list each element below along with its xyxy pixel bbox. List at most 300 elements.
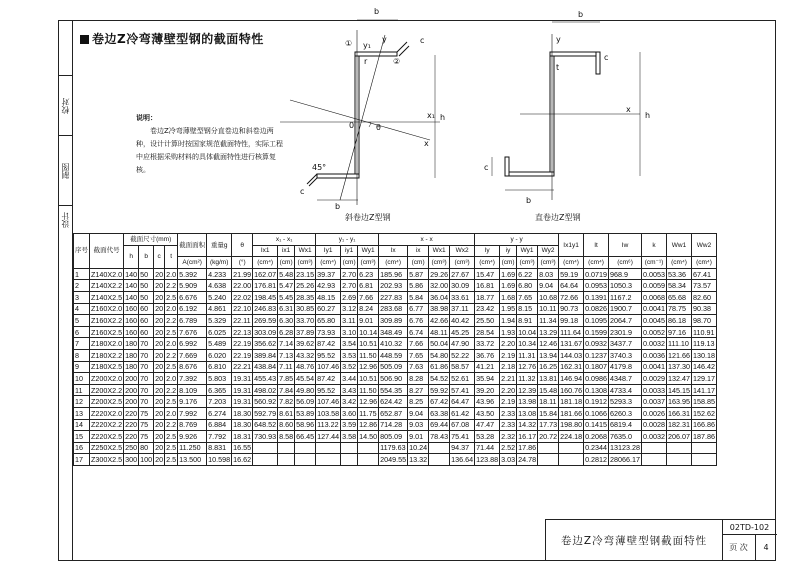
label-r: r [364,57,368,66]
table-cell [692,454,717,466]
th-area: 截面面积 [178,234,207,257]
table-cell: 6.025 [207,326,232,338]
table-row [74,280,717,292]
th-Wx2-u: (cm³) [450,257,475,269]
table-cell: 61.86 [430,362,449,372]
table-cell: 60 [139,315,154,327]
table-cell: 30.85 [296,304,315,314]
table-cell: 1.69 [501,269,516,279]
th-Wy2: Wy2 [538,245,559,257]
table-cell: Z160X2.0 [91,304,123,314]
table-cell: 2049.55 [380,455,407,465]
table-cell: 42.93 [316,280,341,292]
table-cell: 137.30 [668,362,690,372]
table-cell: 7.11 [278,361,295,373]
table-cell: 19.31 [233,373,252,383]
table-cell: 2.32 [501,431,516,441]
table-cell: 75 [139,407,154,419]
label-45: 45° [312,163,327,172]
table-cell: 0.0052 [643,327,666,337]
table-cell: 57.41 [450,384,475,396]
th-ww1: Ww1 [667,234,692,257]
table-cell: 2.2 [166,281,177,291]
table-cell: 95.52 [316,349,341,361]
table-cell: 2.2 [166,350,177,360]
table-cell: 6 [74,326,90,338]
table-cell: 67.42 [430,397,449,407]
table-cell: 160 [125,315,138,325]
table-cell: 8.831 [207,442,232,454]
table-row [74,361,717,373]
label-h: h [440,113,446,122]
table-cell: 12.76 [518,362,537,372]
table-cell: 129.17 [693,373,715,383]
table-cell: 5293.3 [609,396,642,408]
table-body [74,268,717,465]
table-cell: 12.96 [359,397,378,407]
table-cell: 3437.7 [609,338,642,350]
table-cell: 0.1066 [585,408,608,418]
table-cell: 0.0032 [643,431,666,441]
table-cell: 20 [155,281,164,291]
table-cell: 2.5 [166,455,177,465]
th-iy1-u: (cm) [341,257,358,269]
table-cell: 11.31 [517,349,538,361]
th-code: 截面代号 [90,234,124,269]
table-cell: 1.94 [501,315,516,325]
table-cell: 4.861 [207,303,232,315]
table-cell: 3.59 [342,420,357,430]
table-cell: 2.5 [166,397,177,407]
th-b: b [139,245,154,268]
table-cell: 12.39 [518,385,537,395]
th-t: t [165,245,178,268]
table-cell: 11.34 [538,315,559,327]
table-cell: 181.18 [560,397,583,407]
table-cell: 20 [155,269,164,279]
table-cell: 410.32 [379,338,408,350]
table-cell: 146.94 [560,373,583,383]
table-cell: 0.0036 [643,350,666,360]
table-cell: 3.10 [342,327,357,337]
table-cell: 22.13 [233,327,252,337]
table-cell: 8.15 [517,303,538,315]
table-cell: 10.04 [518,327,537,337]
table-cell: 206.07 [668,431,690,441]
th-ixy: Ix1y1 [559,234,584,257]
table-cell: 8.676 [178,361,207,373]
table-cell: Z160X2.2 [91,315,123,325]
label-x-right: x [626,105,631,114]
table-cell: 119.13 [692,338,717,350]
table-cell: 58.34 [667,280,692,292]
table-cell: 6.365 [207,384,232,396]
table-cell: Z250X2.5 [91,443,123,453]
table-cell: 71.44 [475,442,500,454]
label-c-right-bottom: c [484,163,489,172]
table-cell: 111.64 [559,326,584,338]
table-cell: Z160X2.5 [91,327,123,337]
table-cell: 0.0986 [585,373,608,383]
table-cell: 14 [74,419,90,431]
table-cell: 187.86 [693,431,715,441]
table-cell: 22.21 [233,362,252,372]
table-cell: 70 [139,361,154,373]
table-cell: 25.26 [296,281,315,291]
th-iy-u: (cm) [500,257,517,269]
table-cell: 52.61 [450,373,475,385]
table-cell: 0.1599 [585,327,608,337]
th-Wy1: Wy1 [358,245,379,257]
table-cell: 20 [155,362,164,372]
table-cell: 5.489 [207,338,232,350]
table-cell: 75 [139,431,154,443]
table-cell: 87.42 [316,373,341,385]
titleblock-page [722,534,777,561]
table-cell: 0.0932 [585,339,608,349]
table-cell: 3.54 [342,339,357,349]
label-b-top: b [374,7,380,16]
table-cell: 181.66 [560,408,583,418]
table-cell: 8 [74,349,90,361]
table-cell: 20 [155,431,164,441]
table-cell: 2.20 [501,339,516,349]
table-cell [253,442,278,454]
table-cell [295,442,316,454]
table-cell: 2.21 [501,373,516,383]
table-cell: 12.86 [359,420,378,430]
table-cell: 0.1415 [585,420,608,430]
table-cell [692,442,717,454]
table-cell: 8.24 [358,303,379,315]
table-cell: 12.46 [539,339,558,349]
table-cell: 9 [74,361,90,373]
table-cell: 75 [139,419,154,431]
table-cell: 2.2 [166,385,177,395]
table-cell: 176.81 [254,281,277,291]
th-k: k [642,234,667,257]
table-cell: 87.42 [316,338,341,350]
table-cell: 10.51 [359,373,378,383]
table-cell: 10.14 [359,327,378,337]
table-cell: 141.17 [693,385,715,395]
table-cell: 18.30 [233,408,252,418]
table-cell: 38.98 [430,304,449,314]
table-cell: 39.20 [475,384,500,396]
table-cell: 16 [74,442,90,454]
label-y: y [382,35,387,44]
table-cell: 130.18 [693,350,715,360]
table-cell: 82.60 [692,291,717,303]
th-Wy1b: Wy1 [517,245,538,257]
table-cell: 20 [155,385,164,395]
table-cell: 140 [125,269,138,279]
table-cell: 968.9 [609,268,642,280]
table-cell: 1179.63 [379,442,408,454]
th-Iy: Iy [475,245,500,257]
table-cell: 269.59 [254,315,277,325]
th-iy: iy [500,245,517,257]
table-cell: 198.45 [254,292,277,302]
table-cell: 14.50 [359,431,378,441]
table-cell: 220 [125,408,138,418]
table-cell: 3.03 [501,455,516,465]
table-cell: 8.60 [279,420,294,430]
table-cell: 2.70 [342,269,357,279]
table-cell: 356.62 [254,339,277,349]
table-cell: 6.192 [178,303,207,315]
table-cell: Z140X2.0 [91,269,123,279]
sidebar-design: 设计 [59,205,72,234]
table-cell: 90.73 [559,303,584,315]
table-cell: 389.84 [254,350,277,360]
table-cell: 9.04 [538,280,559,292]
table-cell: 20 [155,397,164,407]
table-cell: 0.2812 [585,455,608,465]
table-cell: 0.1237 [585,350,608,360]
table-cell: 20 [155,304,164,314]
table-cell: 11.50 [358,349,379,361]
table-cell: 2.2 [166,315,177,325]
table-cell: 7.66 [408,338,429,350]
table-cell: 220 [125,420,138,430]
table-cell: 99.18 [559,315,584,327]
table-cell: 730.93 [254,431,277,441]
table-cell: 4.233 [207,268,232,280]
table-cell: 50 [139,291,154,303]
table-cell: 15.84 [539,408,558,418]
label-b-bottom: b [335,202,341,211]
table-cell: 97.16 [667,326,692,338]
table-cell: 0.2068 [585,431,608,441]
table-cell: 3.52 [342,362,357,372]
table-cell: 4 [74,303,90,315]
titleblock-code: 02TD-102 [722,520,777,535]
table-cell: 6.81 [358,280,379,292]
table-cell: 166.86 [693,420,715,430]
table-cell: 10 [74,373,90,385]
table-cell: 53.89 [296,408,315,418]
table-cell: 20 [155,327,164,337]
th-k-u: (cm⁻¹) [642,257,667,269]
table-cell: 23.15 [296,269,315,279]
table-cell: 64.64 [559,280,584,292]
table-cell: 131.67 [560,339,583,349]
table-cell: 448.59 [379,349,408,361]
table-cell: 1050.3 [609,280,642,292]
table-cell: 18.11 [538,396,559,408]
titleblock-page-label: 页 次 [722,534,756,561]
table-cell [295,454,316,466]
table-cell: 60.27 [316,303,341,315]
table-cell: 8.27 [408,384,429,396]
table-cell: 145.15 [668,385,690,395]
table-cell: 2.0 [166,339,177,349]
table-cell: 39.62 [296,339,315,349]
table-cell: 20 [155,315,164,325]
table-cell: 10.34 [518,339,537,349]
table-cell: Z180X2.2 [91,350,123,360]
table-cell: 43.32 [296,350,315,360]
table-cell: 0.1807 [585,362,608,372]
table-cell: 7.82 [279,397,294,407]
table-cell: 6.77 [408,303,429,315]
th-ww2: Ww2 [692,234,717,257]
table-cell: 70 [139,373,154,385]
table-cell [667,454,692,466]
table-cell: 14.32 [518,420,537,430]
table-cell: 163.95 [668,397,690,407]
table-cell: 6.676 [178,291,207,303]
th-ww1-u: (cm⁴) [667,257,692,269]
table-cell: 0.0032 [643,339,666,349]
straight-lip-z-section [492,22,640,200]
table-cell: 45.54 [296,373,315,383]
table-cell: Z200X2.5 [91,397,123,407]
table-cell: 20 [155,373,164,383]
table-cell: 13.500 [178,454,207,466]
table-cell: 66.45 [296,431,315,441]
titleblock-page-number: 4 [763,543,769,552]
table-cell: Z140X2.5 [91,292,123,302]
table-cell: 20 [155,408,164,418]
table-cell: 2.69 [342,292,357,302]
table-cell: 22.19 [233,350,252,360]
table-cell: 5.909 [178,280,207,292]
section-properties-table [73,233,717,466]
table-cell: 3.12 [342,304,357,314]
table-cell: 20 [155,292,164,302]
table-cell: 6.80 [517,280,538,292]
table-cell: 52.22 [450,349,475,361]
table-cell: 70 [139,396,154,408]
table-cell: 13.94 [539,350,558,360]
table-cell: 110.91 [692,326,717,338]
table-cell: 3.11 [341,315,358,327]
th-dims: 截面尺寸(mm) [124,234,178,246]
table-cell: 7.63 [408,361,429,373]
table-cell: 7.66 [358,291,379,303]
table-cell: 98.70 [692,315,717,327]
table-cell [538,442,559,454]
table-cell: 6.22 [517,268,538,280]
table-cell: 0.0719 [585,269,608,279]
table-cell: 73.57 [692,280,717,292]
th-Wx2: Wx2 [450,245,475,257]
table-cell: 8.25 [408,396,429,408]
table-cell: 12.96 [359,362,378,372]
table-cell: 652.87 [379,407,408,419]
table-cell: 0.0028 [643,420,666,430]
title-text: 卷边Z冷弯薄壁型钢的截面特性 [92,32,264,46]
table-cell: 6.789 [178,315,207,327]
table-cell: 8.769 [178,419,207,431]
table-cell: 11.75 [358,407,379,419]
th-ix1: ix1 [278,245,295,257]
table-cell: 2.52 [501,443,516,453]
table-cell: 37.11 [450,303,475,315]
table-cell: 90.38 [692,303,717,315]
table-cell: 22.02 [233,292,252,302]
table-cell: 0.0037 [643,397,666,407]
table-cell: 13.29 [539,327,558,337]
table-cell: 2.70 [342,281,357,291]
table-cell: 8.03 [538,268,559,280]
table-cell: 162.07 [254,269,277,279]
table-cell: 23.42 [475,303,500,315]
table-cell: 16.81 [475,280,500,292]
table-cell: 69.44 [430,420,449,430]
table-cell [429,442,450,454]
table-cell: 20 [155,420,164,430]
table-cell: 6.884 [207,419,232,431]
table-cell: 11 [74,384,90,396]
label-circle2: ② [393,57,401,66]
table-cell: 2.5 [166,362,177,372]
table-cell: Z220X2.0 [91,408,123,418]
table-cell: 152.62 [693,408,715,418]
table-cell [642,454,667,466]
table-cell: 200 [125,385,138,395]
table-cell: 10.68 [539,292,558,302]
table-cell: 158.85 [693,397,715,407]
label-circle1: ① [345,39,353,48]
table-cell: 13.08 [518,408,537,418]
table-cell: 180 [125,362,138,372]
table-cell: 73.93 [316,326,341,338]
table-cell: 21.99 [233,269,252,279]
table-cell: 33.70 [296,315,315,325]
table-cell: 16.55 [233,443,252,453]
caption-straight: 直卷边Z型钢 [535,213,581,222]
th-weight-u: (kg/m) [207,257,232,269]
table-cell: 103.58 [317,408,340,418]
table-cell: 94.37 [450,442,475,454]
table-cell: 805.09 [379,431,408,443]
table-cell: 0.0033 [643,385,666,395]
table-cell: 121.66 [668,350,690,360]
table-cell: 2.0 [166,269,177,279]
table-cell: 17 [74,454,90,466]
table-cell: 64.47 [450,396,475,408]
table-cell: 2.20 [501,385,516,395]
th-it-u: (cm⁴) [584,257,609,269]
title-block [545,519,776,561]
table-cell: 1900.7 [609,303,642,315]
table-row [74,454,717,466]
table-cell: 7.84 [279,385,294,395]
table-cell: 180 [125,350,138,360]
table-cell: 506.90 [379,373,408,385]
table-cell: 24.78 [518,455,537,465]
table-cell: Z300X2.5 [91,455,123,465]
table-cell: 30.09 [450,280,475,292]
table-cell: 6.74 [408,326,429,338]
table-cell: 7.65 [408,349,429,361]
table-cell: 8.28 [408,373,429,385]
table-cell: 48.76 [296,362,315,372]
table-cell: 20 [155,339,164,349]
table-cell: 72.66 [559,291,584,303]
table-cell: 5.87 [408,268,429,280]
table-cell: 2.5 [166,443,177,453]
th-group-x1: x₁ - x₁ [253,234,316,246]
table-cell: 20 [155,443,164,453]
table-cell: 45.25 [450,326,475,338]
th-Iy1-u: (cm⁴) [316,257,341,269]
table-cell: 6.76 [408,315,429,327]
table-cell: 3.44 [342,373,357,383]
